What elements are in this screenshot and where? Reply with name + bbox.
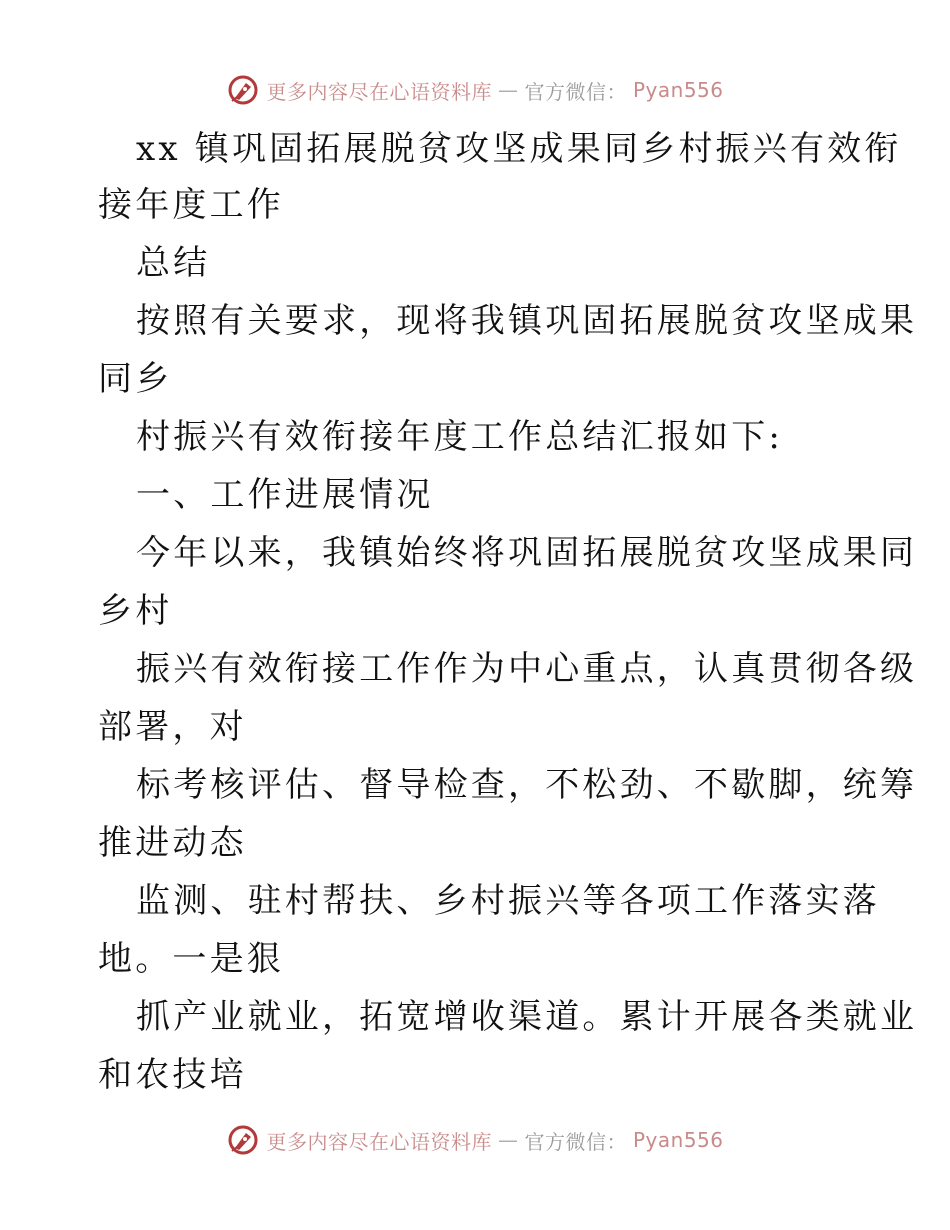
title-line-2: 接年度工作 [98,185,284,225]
title-line-1: xx 镇巩固拓展脱贫攻坚成果同乡村振兴有效衔 [136,129,902,169]
paragraph-line: 乡村 [98,591,173,631]
watermark-wechat-id: Pyan556 [632,1128,724,1152]
paragraph-line: 村振兴有效衔接年度工作总结汇报如下: [136,417,784,457]
paragraph-line: 监测、驻村帮扶、乡村振兴等各项工作落实落 [136,881,880,921]
watermark-wechat-label: 官方微信： [524,1129,627,1154]
paragraph-line: 振兴有效衔接工作作为中心重点，认真贯彻各级 [136,649,918,689]
paragraph-line: 标考核评估、督导检查，不松劲、不歇脚，统筹 [136,765,918,805]
watermark-separator: — [497,78,519,102]
watermark-footer [0,1120,950,1160]
pen-nib-logo-icon [226,1123,260,1157]
paragraph-line: 推进动态 [98,823,247,863]
paragraph-line: 今年以来，我镇始终将巩固拓展脱贫攻坚成果同 [136,533,918,573]
watermark-text: 更多内容尽在心语资料库 [266,1129,492,1154]
title-line-3: 总结 [136,243,211,283]
watermark-header [0,70,950,110]
paragraph-line: 和农技培 [98,1055,247,1095]
paragraph-line: 部署，对 [98,707,247,747]
paragraph-line: 抓产业就业，拓宽增收渠道。累计开展各类就业 [136,997,918,1037]
watermark-wechat-id: Pyan556 [632,78,724,102]
watermark-separator: — [497,1128,519,1152]
paragraph-line: 按照有关要求，现将我镇巩固拓展脱贫攻坚成果 [136,301,918,341]
pen-nib-logo-icon [226,73,260,107]
paragraph-line: 同乡 [98,359,173,399]
section-heading: 一、工作进展情况 [136,475,434,515]
paragraph-line: 地。一是狠 [98,939,284,979]
watermark-wechat-label: 官方微信： [524,79,627,104]
watermark-text: 更多内容尽在心语资料库 [266,79,492,104]
